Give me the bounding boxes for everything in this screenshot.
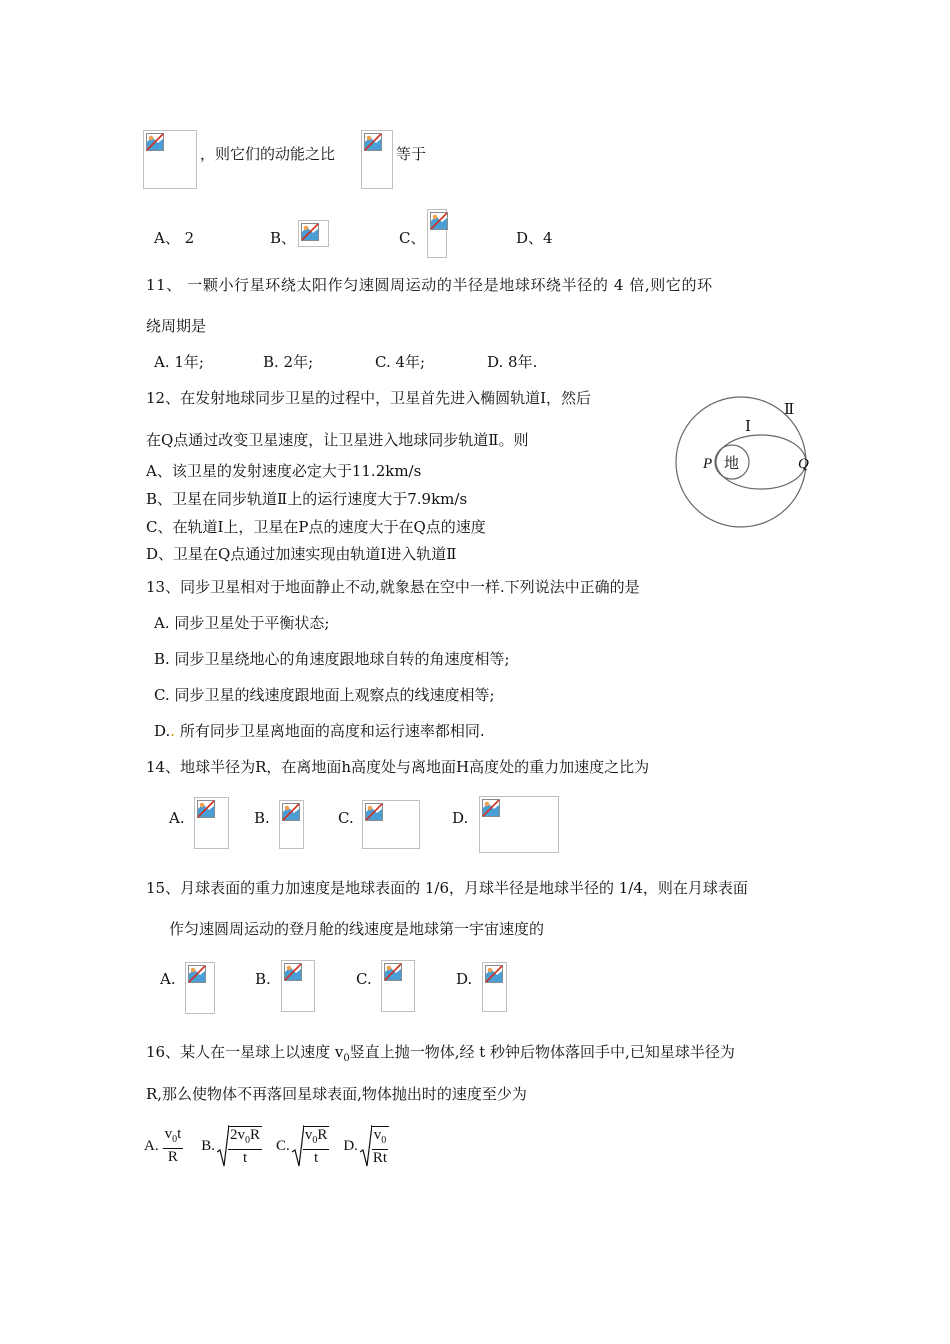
broken-image-icon xyxy=(146,133,164,151)
q12-option-a: A、该卫星的发射速度必定大于11.2km/s xyxy=(146,462,422,480)
q12-option-d: D、卫星在Q点通过加速实现由轨道Ⅰ进入轨道Ⅱ xyxy=(146,545,457,563)
q16-option-b-radical xyxy=(217,1124,262,1168)
q16-a-den: R xyxy=(167,1149,178,1165)
q14-option-c: C. xyxy=(338,809,354,827)
q10-text-end: 等于 xyxy=(396,145,427,163)
q11-option-d: D. 8年. xyxy=(487,353,538,371)
q16-b-sub: 0 xyxy=(245,1134,251,1146)
q16-options-formula xyxy=(144,1121,389,1171)
q14-stem: 14、地球半径为R，在离地面h高度处与离地面H高度处的重力加速度之比为 xyxy=(146,758,650,776)
accent-dot: . xyxy=(170,722,176,740)
q16-b-den: t xyxy=(242,1149,248,1166)
q10-option-c: C、 xyxy=(399,229,426,247)
q16-b-num: 2v xyxy=(230,1126,246,1143)
q14-option-d: D. xyxy=(452,809,469,827)
q15-stem-2: 作匀速圆周运动的登月舱的线速度是地球第一宇宙速度的 xyxy=(169,920,545,938)
formula-image xyxy=(281,960,315,1012)
q13-option-a: A. 同步卫星处于平衡状态; xyxy=(154,614,330,632)
q16-subscript: 0 xyxy=(343,1053,350,1064)
formula-image xyxy=(194,797,229,849)
q16-stem-part1: 16、某人在一星球上以速度 v xyxy=(146,1043,344,1061)
q14-option-b: B. xyxy=(254,809,270,827)
formula-image xyxy=(279,800,304,849)
broken-image-icon xyxy=(485,965,503,983)
q16-c-num-tail: R xyxy=(317,1126,328,1143)
orbit-diagram xyxy=(666,394,826,529)
q16-d-sub: 0 xyxy=(381,1134,387,1146)
point-q-label: Q xyxy=(798,456,809,472)
formula-image xyxy=(427,209,447,258)
broken-image-icon xyxy=(384,963,402,981)
q12-stem-2: 在Q点通过改变卫星速度，让卫星进入地球同步轨道Ⅱ。则 xyxy=(146,431,529,449)
orbit-2-label: Ⅱ xyxy=(784,400,795,418)
q15-stem: 15、月球表面的重力加速度是地球表面的 1/6，月球半径是地球半径的 1/4，则在月球表面 xyxy=(146,879,748,897)
q10-option-b: B、 xyxy=(270,229,297,247)
q10-text: ，则它们的动能之比 xyxy=(200,145,336,163)
q16-d-num: v xyxy=(373,1126,382,1143)
orbit-1-label: Ⅰ xyxy=(745,417,751,435)
formula-image xyxy=(298,220,329,247)
q16-c-den: t xyxy=(313,1149,319,1166)
q10-option-d: D、4 xyxy=(516,229,553,247)
q16-option-a-label: A. xyxy=(144,1137,159,1154)
q15-option-c: C. xyxy=(356,970,372,988)
q16-stem xyxy=(146,1041,735,1064)
formula-image xyxy=(185,962,215,1014)
q10-option-a: A、 2 xyxy=(154,229,195,247)
broken-image-icon xyxy=(430,212,448,230)
q16-option-a-fraction xyxy=(163,1126,184,1166)
formula-image xyxy=(143,130,197,189)
q13-option-d-label: D. xyxy=(154,722,171,740)
q12-option-c: C、在轨道Ⅰ上，卫星在P点的速度大于在Q点的速度 xyxy=(146,518,486,536)
q12-option-b: B、卫星在同步轨道Ⅱ上的运行速度大于7.9km/s xyxy=(146,490,468,508)
formula-image xyxy=(362,800,420,849)
q16-a-sub: 0 xyxy=(172,1134,178,1145)
q12-stem: 12、在发射地球同步卫星的过程中，卫星首先进入椭圆轨道Ⅰ，然后 xyxy=(146,389,592,407)
q11-option-c: C. 4年; xyxy=(375,353,426,371)
point-p-label: P xyxy=(703,456,713,472)
q16-option-b-label: B. xyxy=(201,1137,216,1154)
formula-image xyxy=(482,962,507,1012)
q16-stem-part2: 竖直上抛一物体,经 t 秒钟后物体落回手中,已知星球半径为 xyxy=(349,1043,735,1061)
q16-a-num-tail: t xyxy=(177,1126,182,1142)
broken-image-icon xyxy=(482,799,500,817)
q14-option-a: A. xyxy=(169,809,185,827)
earth-label: 地 xyxy=(724,454,740,472)
q11-option-b: B. 2年; xyxy=(263,353,314,371)
q11-stem: 11、 一颗小行星环绕太阳作匀速圆周运动的半径是地球环绕半径的 4 倍,则它的环 xyxy=(146,276,713,294)
q13-option-d xyxy=(154,720,485,741)
broken-image-icon xyxy=(188,965,206,983)
q16-a-num: v xyxy=(164,1126,173,1142)
q16-option-d-label: D. xyxy=(343,1137,358,1154)
q16-option-c-radical xyxy=(292,1124,330,1168)
q15-option-b: B. xyxy=(255,970,271,988)
broken-image-icon xyxy=(197,800,215,818)
q13-option-c: C. 同步卫星的线速度跟地面上观察点的线速度相等; xyxy=(154,686,495,704)
q11-option-a: A. 1年; xyxy=(154,353,204,371)
q16-option-c-label: C. xyxy=(276,1137,290,1154)
formula-image xyxy=(479,796,559,853)
broken-image-icon xyxy=(282,803,300,821)
q11-stem-2: 绕周期是 xyxy=(146,317,207,335)
broken-image-icon xyxy=(364,133,382,151)
broken-image-icon xyxy=(284,963,302,981)
q16-stem-2: R,那么使物体不再落回星球表面,物体抛出时的速度至少为 xyxy=(146,1085,527,1103)
q15-option-d: D. xyxy=(456,970,473,988)
q16-b-num-tail: R xyxy=(250,1126,261,1143)
q13-option-b: B. 同步卫星绕地心的角速度跟地球自转的角速度相等; xyxy=(154,650,510,668)
q16-option-d-radical xyxy=(360,1124,389,1168)
q16-c-sub: 0 xyxy=(312,1134,318,1146)
q16-d-den: Rt xyxy=(372,1149,388,1166)
broken-image-icon xyxy=(301,223,319,241)
q15-option-a: A. xyxy=(160,970,176,988)
broken-image-icon xyxy=(365,803,383,821)
q16-c-num: v xyxy=(304,1126,313,1143)
formula-image xyxy=(361,130,393,189)
formula-image xyxy=(381,960,415,1012)
q13-stem: 13、同步卫星相对于地面静止不动,就象悬在空中一样.下列说法中正确的是 xyxy=(146,578,640,596)
q13-option-d-text: 所有同步卫星离地面的高度和运行速率都相同. xyxy=(175,722,485,740)
